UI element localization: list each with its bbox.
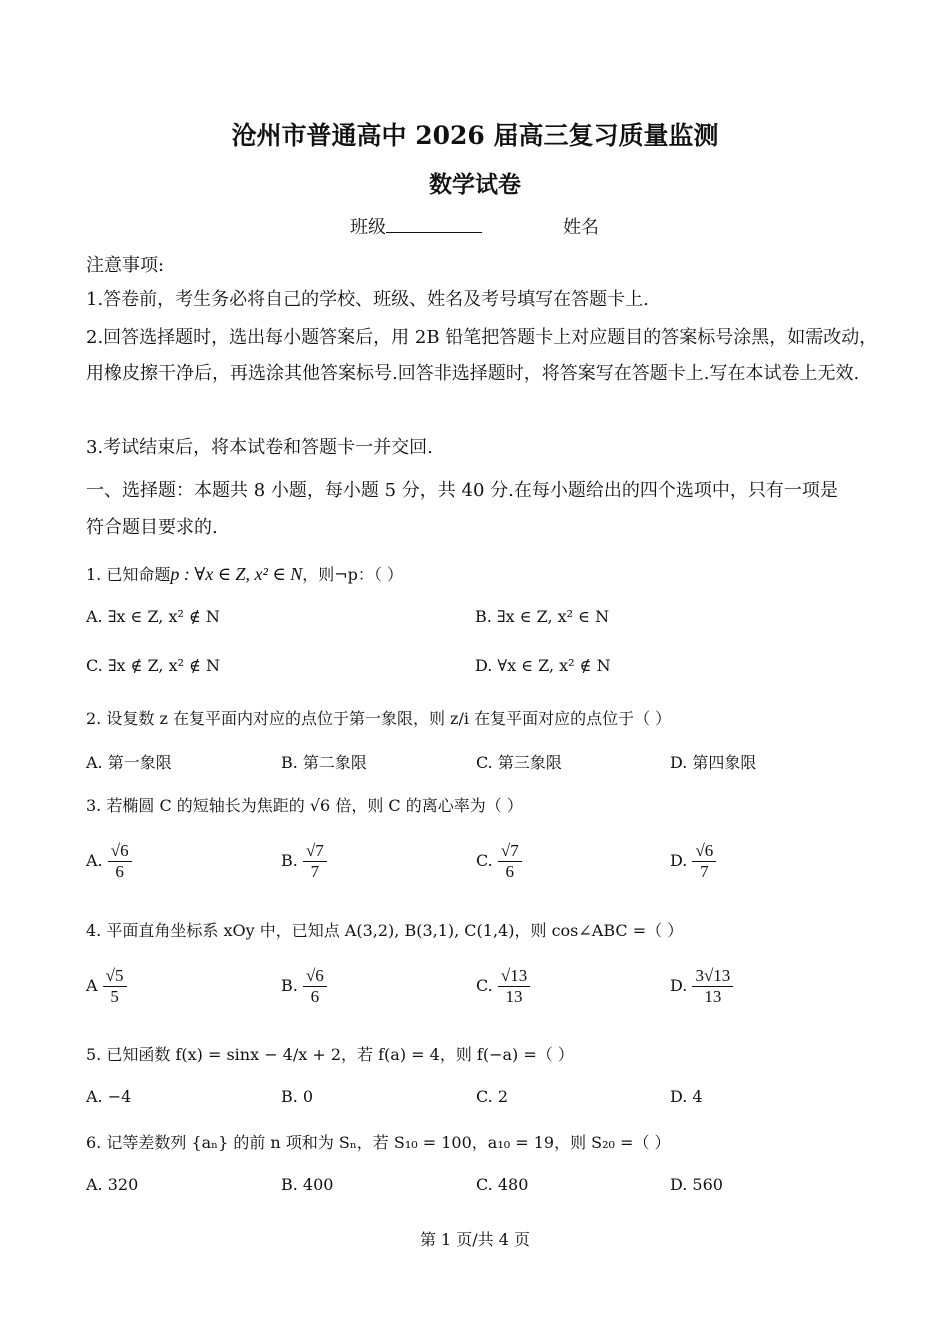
q3-option-b-fraction xyxy=(303,841,327,882)
q3-option-a[interactable] xyxy=(86,841,132,882)
q4-option-a-label: A xyxy=(86,976,98,995)
notice-item-2: 2.回答选择题时，选出每小题答案后，用 2B 铅笔把答题卡上对应题目的答案标号涂黑，如需改动，用橡皮擦干净后，再选涂其他答案标号.回答非选择题时，将答案写在答题卡上.写在本试卷上无效. xyxy=(86,327,878,384)
q1-option-b[interactable]: B. ∃x ∈ Z, x² ∈ N xyxy=(475,607,610,626)
q3-b-num: √7 xyxy=(303,841,327,862)
q2-option-a[interactable]: A. 第一象限 xyxy=(86,753,172,772)
class-label: 班级 xyxy=(350,217,386,238)
q4-option-d-fraction xyxy=(692,966,733,1007)
q2-option-d[interactable]: D. 第四象限 xyxy=(670,753,757,772)
q5-option-c[interactable]: C. 2 xyxy=(476,1087,509,1106)
q3-c-num: √7 xyxy=(498,841,522,862)
q4-b-num: √6 xyxy=(303,966,327,987)
q4-d-den: 13 xyxy=(704,987,722,1006)
class-field xyxy=(350,213,482,239)
question-3-stem: 3. 若椭圆 C 的短轴长为焦距的 √6 倍，则 C 的离心率为（ ） xyxy=(86,796,523,815)
q3-option-a-fraction xyxy=(108,841,132,882)
page-footer: 第 1 页/共 4 页 xyxy=(419,1230,531,1249)
notice-item-3: 3.考试结束后，将本试卷和答题卡一并交回. xyxy=(86,437,433,458)
q6-option-d[interactable]: D. 560 xyxy=(670,1175,723,1194)
q6-option-a[interactable]: A. 320 xyxy=(86,1175,139,1194)
q3-a-den: 6 xyxy=(115,862,124,881)
q4-option-b-label: B. xyxy=(281,976,298,995)
name-label: 姓名 xyxy=(563,217,599,238)
q3-option-b-label: B. xyxy=(281,851,298,870)
notice-item-1: 1.答卷前，考生务必将自己的学校、班级、姓名及考号填写在答题卡上. xyxy=(86,289,649,310)
question-5-stem: 5. 已知函数 f(x) = sinx − 4/x + 2，若 f(a) = 4，则 f(−a) =（ ） xyxy=(86,1045,574,1064)
q4-c-num: √13 xyxy=(498,966,530,987)
q1-stem-pre: 1. 已知命题 xyxy=(86,565,171,584)
q1-option-a[interactable]: A. ∃x ∈ Z, x² ∉ N xyxy=(86,607,220,626)
section-heading-line2: 符合题目要求的. xyxy=(86,517,218,538)
q3-option-c-fraction xyxy=(498,841,522,882)
q2-option-b[interactable]: B. 第二象限 xyxy=(281,753,367,772)
q4-option-b[interactable] xyxy=(281,966,327,1007)
exam-title: 沧州市普通高中 2026 届高三复习质量监测 xyxy=(231,121,719,150)
q3-option-a-label: A. xyxy=(86,851,103,870)
q3-b-den: 7 xyxy=(310,862,320,881)
q4-option-c[interactable] xyxy=(476,966,530,1007)
q1-option-c[interactable]: C. ∃x ∉ Z, x² ∉ N xyxy=(86,656,221,675)
exam-subtitle: 数学试卷 xyxy=(429,171,521,198)
q3-c-den: 6 xyxy=(505,862,515,881)
q4-a-den: 5 xyxy=(110,987,119,1006)
q4-option-d-label: D. xyxy=(670,976,688,995)
q1-option-d[interactable]: D. ∀x ∈ Z, x² ∉ N xyxy=(475,656,611,675)
q4-option-c-fraction xyxy=(498,966,530,1007)
q3-option-d[interactable] xyxy=(670,841,716,882)
q4-option-a-fraction xyxy=(103,966,127,1007)
q4-d-num: 3√13 xyxy=(692,966,733,987)
q1-stem-post: ，则¬p：（ ） xyxy=(302,565,404,584)
question-1-stem xyxy=(86,562,403,585)
q3-d-num: √6 xyxy=(692,841,716,862)
q3-option-d-fraction xyxy=(692,841,716,882)
q6-option-c[interactable]: C. 480 xyxy=(476,1175,529,1194)
q3-d-den: 7 xyxy=(700,862,709,881)
q5-option-d[interactable]: D. 4 xyxy=(670,1087,703,1106)
q4-option-a[interactable] xyxy=(86,966,127,1007)
q4-option-b-fraction xyxy=(303,966,327,1007)
notice-heading: 注意事项: xyxy=(86,255,165,276)
q1-stem-math: p : ∀x ∈ Z, x² ∈ N xyxy=(170,564,303,584)
q2-option-c[interactable]: C. 第三象限 xyxy=(476,753,562,772)
q4-b-den: 6 xyxy=(310,987,320,1006)
section-heading-line1: 一、选择题：本题共 8 小题，每小题 5 分，共 40 分.在每小题给出的四个选项中，只有一项是 xyxy=(86,480,838,501)
q4-c-den: 13 xyxy=(505,987,523,1006)
q4-a-num: √5 xyxy=(103,966,127,987)
question-4-stem: 4. 平面直角坐标系 xOy 中，已知点 A(3,2), B(3,1), C(1,4)，则 cos∠ABC =（ ） xyxy=(86,921,684,940)
q4-option-c-label: C. xyxy=(476,976,493,995)
q3-option-c-label: C. xyxy=(476,851,493,870)
q3-option-d-label: D. xyxy=(670,851,688,870)
q6-option-b[interactable]: B. 400 xyxy=(281,1175,334,1194)
class-blank xyxy=(386,216,482,233)
question-6-stem: 6. 记等差数列 {aₙ} 的前 n 项和为 Sₙ，若 S₁₀ = 100，a₁₀ = 19，则 S₂₀ =（ ） xyxy=(86,1133,671,1152)
q5-option-a[interactable]: A. −4 xyxy=(86,1087,132,1106)
q5-option-b[interactable]: B. 0 xyxy=(281,1087,314,1106)
q4-option-d[interactable] xyxy=(670,966,733,1007)
q3-option-c[interactable] xyxy=(476,841,522,882)
q3-a-num: √6 xyxy=(108,841,132,862)
question-2-stem: 2. 设复数 z 在复平面内对应的点位于第一象限，则 z/i 在复平面对应的点位于（ ） xyxy=(86,709,672,728)
q3-option-b[interactable] xyxy=(281,841,327,882)
